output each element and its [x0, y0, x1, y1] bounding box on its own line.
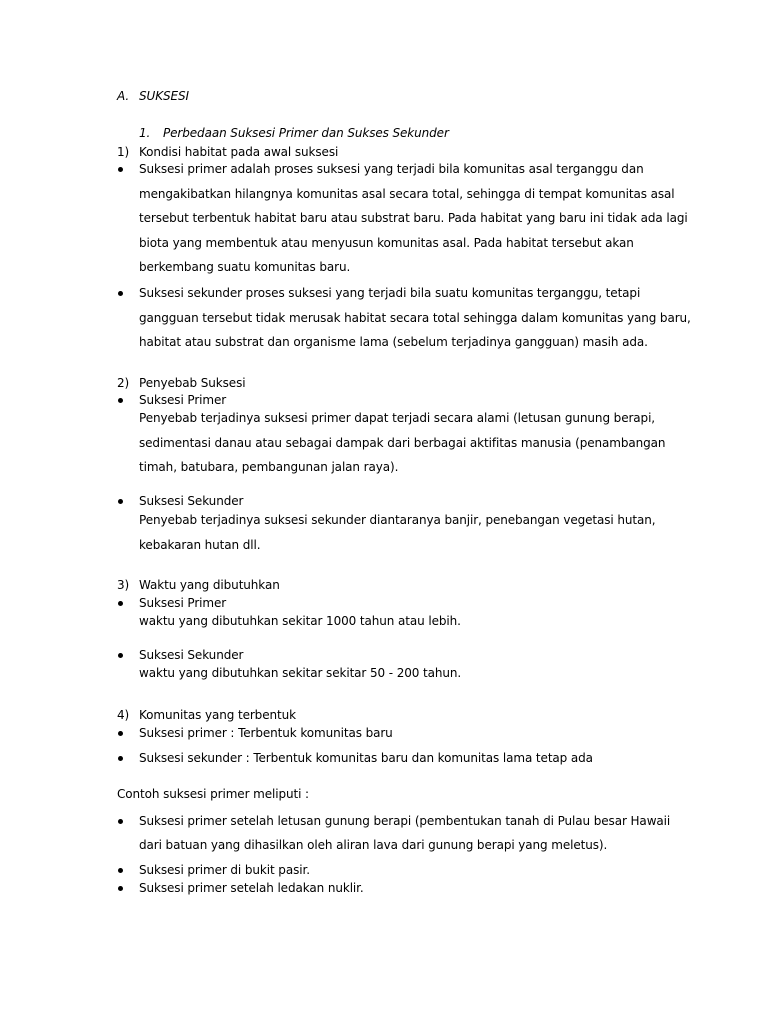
s1-p2-line-3: habitat atau substrat dan organisme lama (sebelum terjadinya gangguan) masih ada. [139, 335, 648, 349]
section-4-title: Komunitas yang terbentuk [139, 708, 296, 722]
bullet-icon [118, 601, 123, 606]
s1-p2-line-2: gangguan tersebut tidak merusak habitat secara total sehingga dalam komunitas yang baru, [139, 311, 691, 325]
s2-b1-line-2: sedimentasi danau atau sebagai dampak dari berbagai aktifitas manusia (penambangan [139, 436, 666, 450]
s3-b2-label: Suksesi Sekunder [139, 648, 244, 662]
s3-b1-label: Suksesi Primer [139, 596, 227, 610]
s1-p1-line-4: biota yang membentuk atau menyusun komunitas asal. Pada habitat tersebut akan [139, 236, 634, 250]
subheading-marker: 1. [139, 126, 151, 140]
section-4-marker: 4) [117, 708, 130, 722]
example-2: Suksesi primer di bukit pasir. [139, 863, 310, 877]
bullet-icon [118, 398, 123, 403]
bullet-icon [118, 868, 123, 873]
s1-p1-line-5: berkembang suatu komunitas baru. [139, 260, 351, 274]
examples-title: Contoh suksesi primer meliputi : [117, 787, 309, 801]
s3-b2-text: waktu yang dibutuhkan sekitar sekitar 50 - 200 tahun. [139, 666, 462, 680]
section-2-title: Penyebab Suksesi [139, 376, 246, 390]
bullet-icon [118, 756, 123, 761]
section-3-marker: 3) [117, 578, 130, 592]
section-2-marker: 2) [117, 376, 130, 390]
bullet-icon [118, 731, 123, 736]
s1-p1-line-2: mengakibatkan hilangnya komunitas asal secara total, sehingga di tempat komunitas asal [139, 187, 675, 201]
s2-b1-line-3: timah, batubara, pembangunan jalan raya). [139, 460, 399, 474]
section-3-title: Waktu yang dibutuhkan [139, 578, 280, 592]
s2-b2-label: Suksesi Sekunder [139, 494, 244, 508]
bullet-icon [118, 499, 123, 504]
s1-p1-line-3: tersebut terbentuk habitat baru atau substrat baru. Pada habitat yang baru ini tidak ada lagi [139, 211, 688, 225]
s2-b1-label: Suksesi Primer [139, 393, 227, 407]
heading-title: SUKSESI [139, 89, 189, 103]
example-1-line-1: Suksesi primer setelah letusan gunung berapi (pembentukan tanah di Pulau besar Hawaii [139, 814, 671, 828]
s3-b1-text: waktu yang dibutuhkan sekitar 1000 tahun atau lebih. [139, 614, 461, 628]
s1-p2-line-1: Suksesi sekunder proses suksesi yang terjadi bila suatu komunitas terganggu, tetapi [139, 286, 641, 300]
heading-marker: A. [117, 89, 130, 103]
s1-p1-line-1: Suksesi primer adalah proses suksesi yang terjadi bila komunitas asal terganggu dan [139, 162, 644, 176]
s2-b2-line-1: Penyebab terjadinya suksesi sekunder diantaranya banjir, penebangan vegetasi hutan, [139, 513, 656, 527]
bullet-icon [118, 167, 123, 172]
example-1-line-2: dari batuan yang dihasilkan oleh aliran lava dari gunung berapi yang meletus). [139, 838, 608, 852]
s4-b1: Suksesi primer : Terbentuk komunitas baru [139, 726, 393, 740]
bullet-icon [118, 291, 123, 296]
bullet-icon [118, 819, 123, 824]
bullet-icon [118, 653, 123, 658]
s2-b1-line-1: Penyebab terjadinya suksesi primer dapat terjadi secara alami (letusan gunung berapi, [139, 411, 656, 425]
example-3: Suksesi primer setelah ledakan nuklir. [139, 881, 364, 895]
section-1-marker: 1) [117, 145, 130, 159]
section-1-title: Kondisi habitat pada awal suksesi [139, 145, 339, 159]
bullet-icon [118, 886, 123, 891]
s4-b2: Suksesi sekunder : Terbentuk komunitas baru dan komunitas lama tetap ada [139, 751, 593, 765]
subheading-title: Perbedaan Suksesi Primer dan Sukses Sekunder [163, 126, 449, 140]
s2-b2-line-2: kebakaran hutan dll. [139, 538, 261, 552]
